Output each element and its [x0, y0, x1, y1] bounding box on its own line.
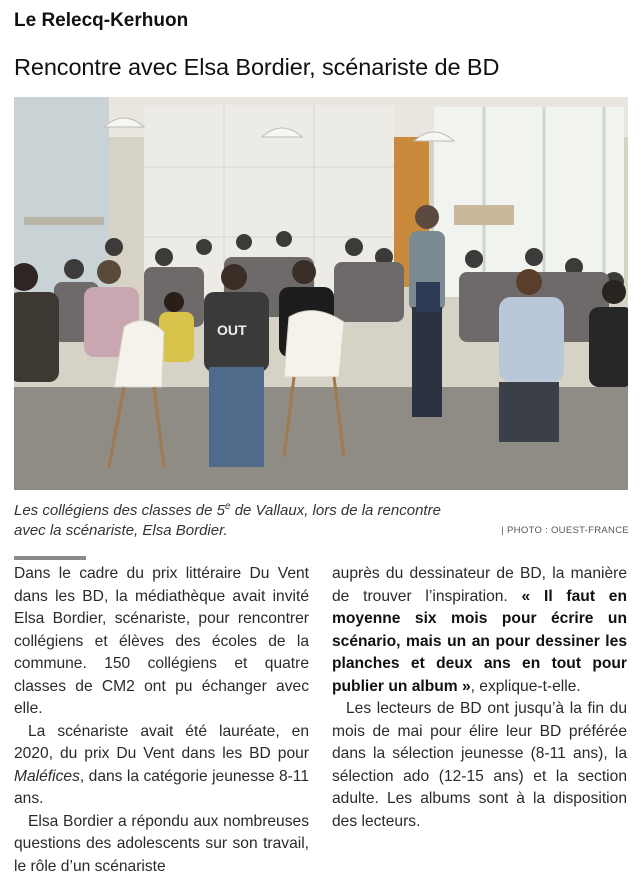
- column-rule: [14, 556, 86, 560]
- caption-text-a: Les collégiens des classes de 5: [14, 502, 225, 519]
- article-headline: Rencontre avec Elsa Bordier, scénariste de BD: [14, 54, 499, 81]
- article-column-left: [14, 563, 309, 878]
- paragraph-4: [332, 563, 627, 698]
- article-column-right: [332, 563, 627, 833]
- paragraph-4-end: , explique-t-elle.: [471, 678, 581, 695]
- paragraph-2-text: La scénariste avait été lauréate, en 2020, du prix Du Vent dans les BD pour: [14, 723, 309, 763]
- photo-caption: [14, 497, 554, 541]
- author-quote: « Il faut en moyenne six mois pour écrire un scénario, mais un an pour dessiner les planches et deux ans en tout pour publier un album »: [332, 588, 627, 695]
- paragraph-2: [14, 721, 309, 811]
- paragraph-3: Elsa Bordier a répondu aux nombreuses questions des adolescents sur son travail, le rôle d’un scénariste: [14, 811, 309, 878]
- photo-illustration: [14, 97, 628, 490]
- caption-superscript: e: [225, 501, 231, 512]
- paragraph-4-text: auprès du dessinateur de BD, la manière de trouver l’inspiration.: [332, 565, 627, 605]
- tshirt-print: OUT: [217, 322, 247, 338]
- book-title: Maléfices: [14, 768, 80, 785]
- photo-credit: | PHOTO : OUEST-FRANCE: [501, 525, 629, 536]
- paragraph-2-end: , dans la catégorie jeunesse 8-11 ans.: [14, 768, 309, 808]
- paragraph-5: Les lecteurs de BD ont jusqu’à la fin du mois de mai pour élire leur BD préférée dans la sélection jeunesse (8-11 ans), la sélection ado (12-15 ans) et la section adulte. Les albums sont à la disposition des lecteurs.: [332, 698, 627, 833]
- caption-text-c: avec la scénariste, Elsa Bordier.: [14, 522, 228, 539]
- section-kicker: Le Relecq-Kerhuon: [14, 10, 188, 32]
- article-photo: [14, 97, 628, 490]
- caption-text-b: de Vallaux, lors de la rencontre: [231, 502, 441, 519]
- paragraph-1: Dans le cadre du prix littéraire Du Vent dans les BD, la médiathèque avait invité Elsa Bordier, scénariste, pour rencontrer collégiens et élèves des écoles de la commune. 150 collégiens et quatre classes de CM2 ont pu échanger avec elle.: [14, 563, 309, 721]
